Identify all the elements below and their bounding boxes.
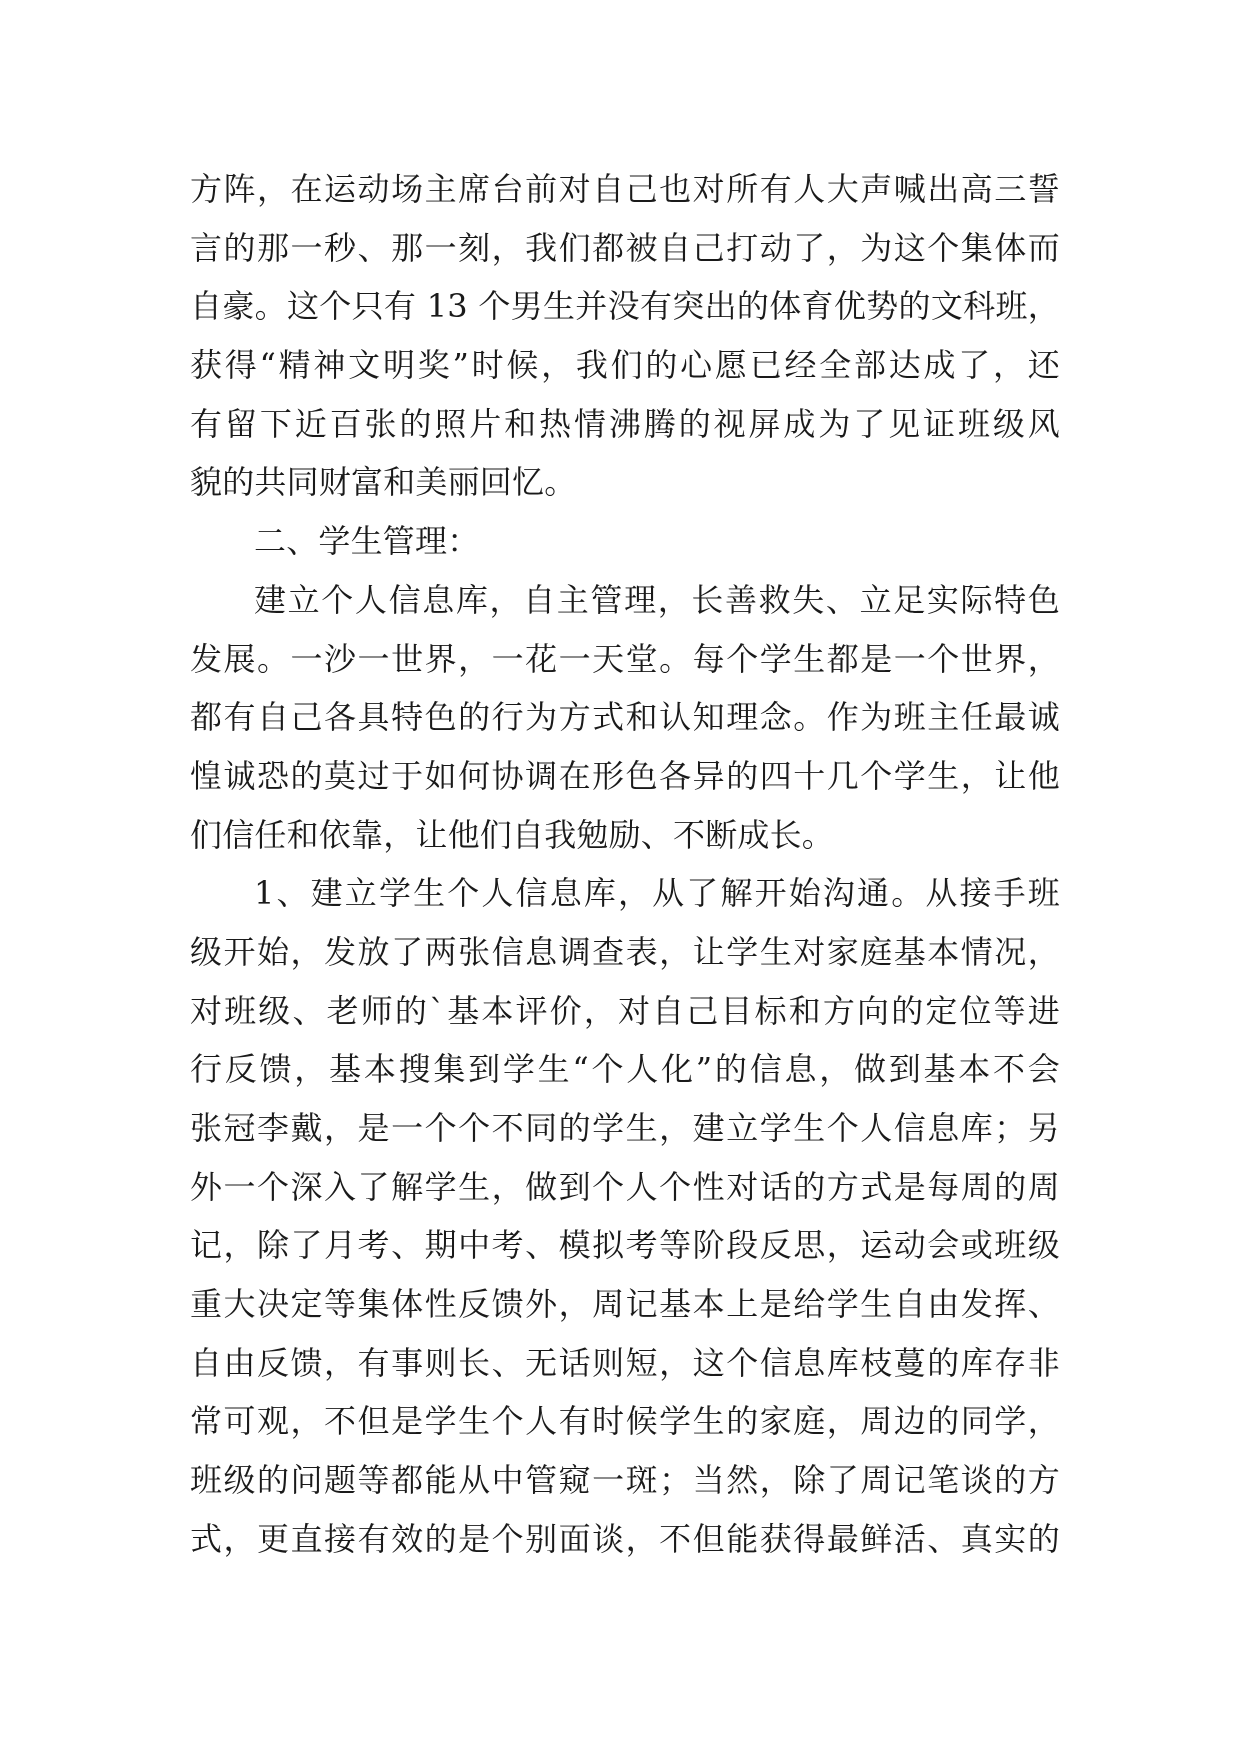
- text-line: 们信任和依靠，让他们自我勉励、不断成长。: [190, 815, 835, 854]
- body-text: [190, 160, 1060, 1569]
- text-line: 发展。一沙一世界，一花一天堂。每个学生都是一个世界，: [190, 639, 1060, 678]
- text-line: 都有自己各具特色的行为方式和认知理念。作为班主任最诚: [190, 698, 1060, 737]
- text-line: 常可观，不但是学生个人有时候学生的家庭，周边的同学，: [190, 1402, 1060, 1441]
- text-line: 记，除了月考、期中考、模拟考等阶段反思，运动会或班级: [190, 1226, 1060, 1265]
- text-line: 张冠李戴，是一个个不同的学生，建立学生个人信息库；另: [190, 1109, 1060, 1147]
- text-line: 貌的共同财富和美丽回忆。: [190, 463, 577, 502]
- text-line: 建立个人信息库，自主管理，长善救失、立足实际特色: [254, 580, 1060, 619]
- text-line: 自由反馈，有事则长、无话则短，这个信息库枝蔓的库存非: [190, 1343, 1060, 1382]
- text-line: 重大决定等集体性反馈外，周记基本上是给学生自由发挥、: [190, 1285, 1060, 1324]
- text-line: 外一个深入了解学生，做到个人个性对话的方式是每周的周: [190, 1167, 1060, 1206]
- text-line: 1、建立学生个人信息库，从了解开始沟通。从接手班: [254, 874, 1060, 913]
- section-heading: 二、学生管理：: [254, 522, 480, 561]
- text-line: 有留下近百张的照片和热情沸腾的视屏成为了见证班级风: [190, 404, 1060, 443]
- text-line: 自豪。这个只有 13 个男生并没有突出的体育优势的文科班，: [190, 287, 1060, 326]
- text-line: 式，更直接有效的是个别面谈，不但能获得最鲜活、真实的: [190, 1519, 1060, 1558]
- text-line: 获得“精神文明奖”时候，我们的心愿已经全部达成了，还: [190, 346, 1060, 385]
- text-line: 惶诚恐的莫过于如何协调在形色各异的四十几个学生，让他: [190, 756, 1060, 795]
- text-line: 行反馈，基本搜集到学生“个人化”的信息，做到基本不会: [190, 1050, 1060, 1089]
- text-line: 班级的问题等都能从中管窥一斑；当然，除了周记笔谈的方: [190, 1461, 1060, 1500]
- text-line: 方阵，在运动场主席台前对自己也对所有人大声喊出高三誓: [190, 170, 1060, 208]
- text-line: 级开始，发放了两张信息调查表，让学生对家庭基本情况，: [190, 932, 1060, 971]
- text-line: 言的那一秒、那一刻，我们都被自己打动了，为这个集体而: [190, 228, 1060, 267]
- text-line: 对班级、老师的`基本评价，对自己目标和方向的定位等进: [190, 991, 1060, 1030]
